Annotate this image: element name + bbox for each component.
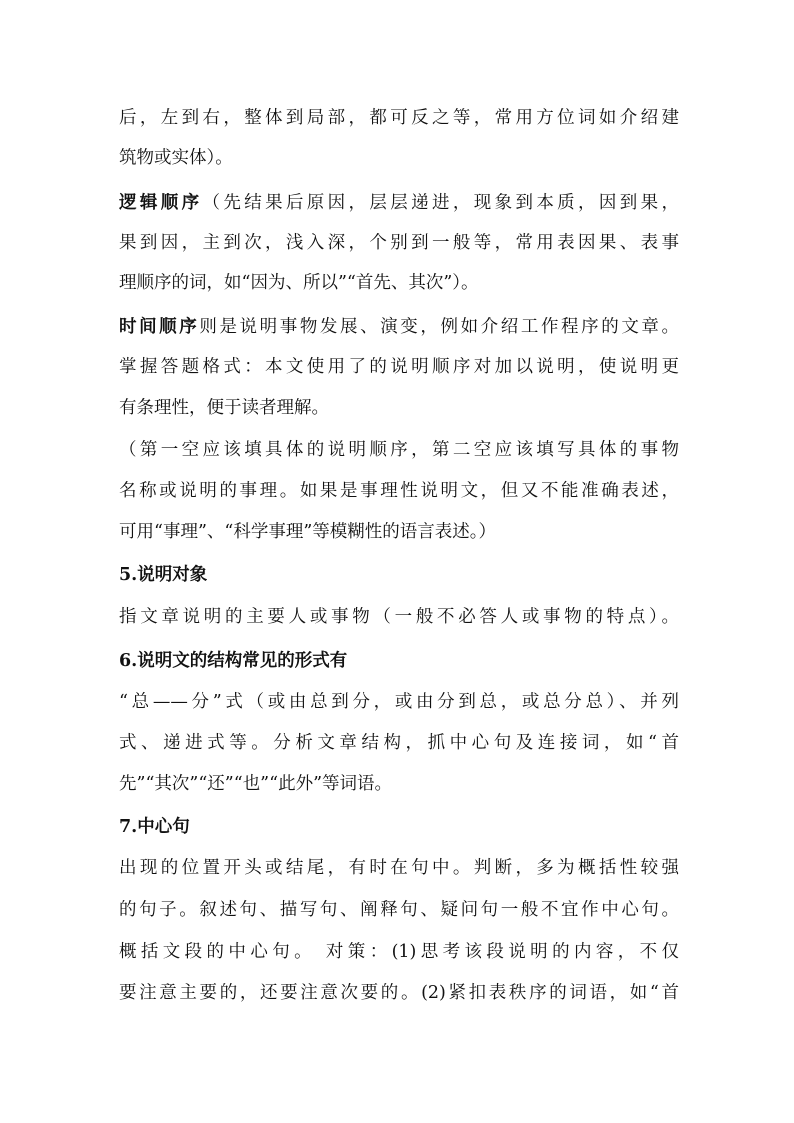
text-line: 可用“事理”、“科学事理”等模糊性的语言表述。） bbox=[119, 522, 497, 542]
text-line: 要注意主要的，还要注意次要的。(2)紧扣表秩序的词语，如“首 bbox=[119, 983, 679, 1003]
text-line: 名称或说明的事理。如果是事理性说明文，但又不能准确表述， bbox=[119, 481, 679, 501]
text-line: 出现的位置开头或结尾，有时在句中。判断，多为概括性较强 bbox=[119, 858, 679, 878]
time-order-term: 时间顺序 bbox=[119, 317, 200, 337]
text-line: 概括文段的中心句。 对策：(1)思考该段说明的内容，不仅 bbox=[119, 942, 679, 962]
text-line: 筑物或实体）。 bbox=[119, 148, 233, 168]
text-line: 式、递进式等。分析文章结构，抓中心句及连接词，如“首 bbox=[119, 733, 679, 753]
text-line: 掌握答题格式：本文使用了的说明顺序对加以说明，使说明更 bbox=[119, 357, 679, 377]
section-heading: 7.中心句 bbox=[119, 817, 190, 837]
text-line: 果到因，主到次，浅入深，个别到一般等，常用表因果、表事 bbox=[119, 233, 679, 253]
text-line: 先”“其次”“还”“也”“此外”等词语。 bbox=[119, 774, 393, 794]
text-line: 的句子。叙述句、描写句、阐释句、疑问句一般不宜作中心句。 bbox=[119, 900, 679, 920]
text-line: 则是说明事物发展、演变，例如介绍工作程序的文章。 bbox=[199, 317, 679, 337]
section-heading: 5.说明对象 bbox=[119, 565, 208, 585]
text-line: 有条理性，便于读者理解。 bbox=[119, 398, 329, 418]
logic-order-term: 逻辑顺序 bbox=[119, 193, 203, 213]
text-line: 指文章说明的主要人或事物（一般不必答人或事物的特点）。 bbox=[119, 607, 679, 627]
text-line-time-order bbox=[119, 315, 679, 339]
text-line: （先结果后原因，层层递进，现象到本质，因到果， bbox=[202, 193, 679, 213]
section-heading: 6.说明文的结构常见的形式有 bbox=[119, 651, 348, 671]
text-line: 理顺序的词，如“因为、所以”“首先、其次”）。 bbox=[119, 273, 479, 293]
text-line-logic-order bbox=[119, 191, 679, 215]
text-line: 后，左到右，整体到局部，都可反之等，常用方位词如介绍建 bbox=[119, 108, 679, 128]
text-line: （第一空应该填具体的说明顺序，第二空应该填写具体的事物 bbox=[119, 440, 679, 460]
text-line: “总——分”式（或由总到分，或由分到总，或总分总）、并列 bbox=[119, 692, 679, 712]
